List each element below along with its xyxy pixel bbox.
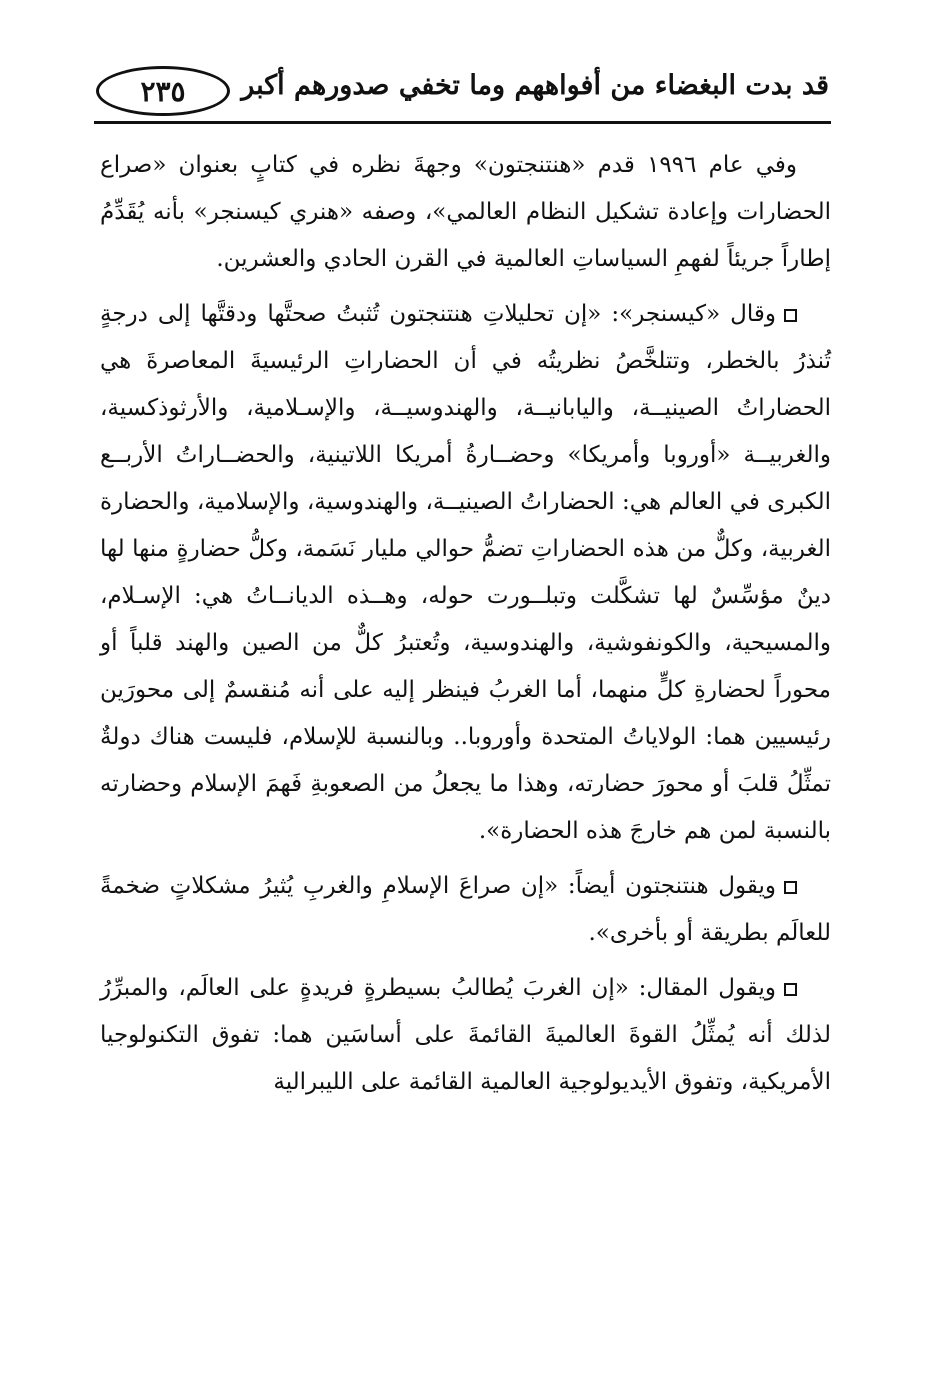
paragraph-article-quote (100, 965, 831, 1106)
running-title: قد بدت البغضاء من أفواههم وما تخفي صدورهم أكبر (241, 70, 829, 101)
paragraph-huntington-quote (100, 863, 831, 957)
paragraph-text: وقال «كيسنجر»: «إن تحليلاتِ هنتنجتون تُثبتُ صحتَّها ودقتَّها إلى درجةٍ تُنذرُ بالخطر، وتتلخَّصُ نظريتُه في أن الحضاراتِ الرئيسيةَ المعاصرةَ هي الحضاراتُ الصينيــة، واليابانيــة، والهندوسيــة، والإسـلامية، والأرثوذكسية، والغربيــة «أوروبا وأمريكا» وحضــارةُ أمريكا اللاتينية، والحضــاراتُ الأربــع الكبرى في العالم هي: الحضاراتُ الصينيــة، والهندوسية، والإسلامية، والحضارة الغربية، وكلٌّ من هذه الحضاراتِ تضمُّ حوالي مليار نَسَمة، وكلُّ حضارةٍ منها لها دينٌ مؤسِّسٌ لها تشكَّلت وتبلــورت حوله، وهــذه الديانــاتُ هي: الإسـلام، والمسيحية، والكونفوشية، والهندوسية، وتُعتبرُ كلٌّ من الصين والهند قلباً أو محوراً لحضارةِ كلٍّ منهما، أما الغربُ فينظر إليه على أنه مُنقسمٌ إلى محورَين رئيسيين هما: الولاياتُ المتحدة وأوروبا.. وبالنسبة للإسلام، فليست هناك دولةٌ تمثِّلُ قلبَ أو محورَ حضارته، وهذا ما يجعلُ من الصعوبةِ فَهمَ الإسلام وحضارته بالنسبة لمن هم خارجَ هذه الحضارة». (100, 301, 831, 844)
page-number-badge: ٢٣٥ (96, 66, 230, 116)
square-bullet-icon (784, 881, 797, 894)
square-bullet-icon (784, 983, 797, 996)
header-divider (94, 121, 831, 124)
page-body (100, 142, 831, 1114)
paragraph-intro (100, 142, 831, 283)
paragraph-text: وفي عام ١٩٩٦ قدم «هنتنجتون» وجهةَ نظره في كتابٍ بعنوان «صراع الحضارات وإعادة تشكيل النظام العالمي»، وصفه «هنري كيسنجر» بأنه يُقَدِّمُ إطاراً جريئاً لفهمِ السياساتِ العالمية في القرن الحادي والعشرين. (100, 152, 831, 272)
paragraph-text: ويقول هنتنجتون أيضاً: «إن صراعَ الإسلامِ والغربِ يُثيرُ مشكلاتٍ ضخمةً للعالَم بطريقة أو بأخرى». (100, 873, 831, 946)
paragraph-kissinger-quote (100, 291, 831, 855)
paragraph-text: ويقول المقال: «إن الغربَ يُطالبُ بسيطرةٍ فريدةٍ على العالَم، والمبرِّرُ لذلك أنه يُمثِّلُ القوةَ العالميةَ القائمةَ على أساسَين هما: تفوق التكنولوجيا الأمريكية، وتفوق الأيديولوجية العالمية القائمة على الليبرالية (100, 975, 831, 1095)
page-header (96, 58, 829, 118)
square-bullet-icon (784, 309, 797, 322)
